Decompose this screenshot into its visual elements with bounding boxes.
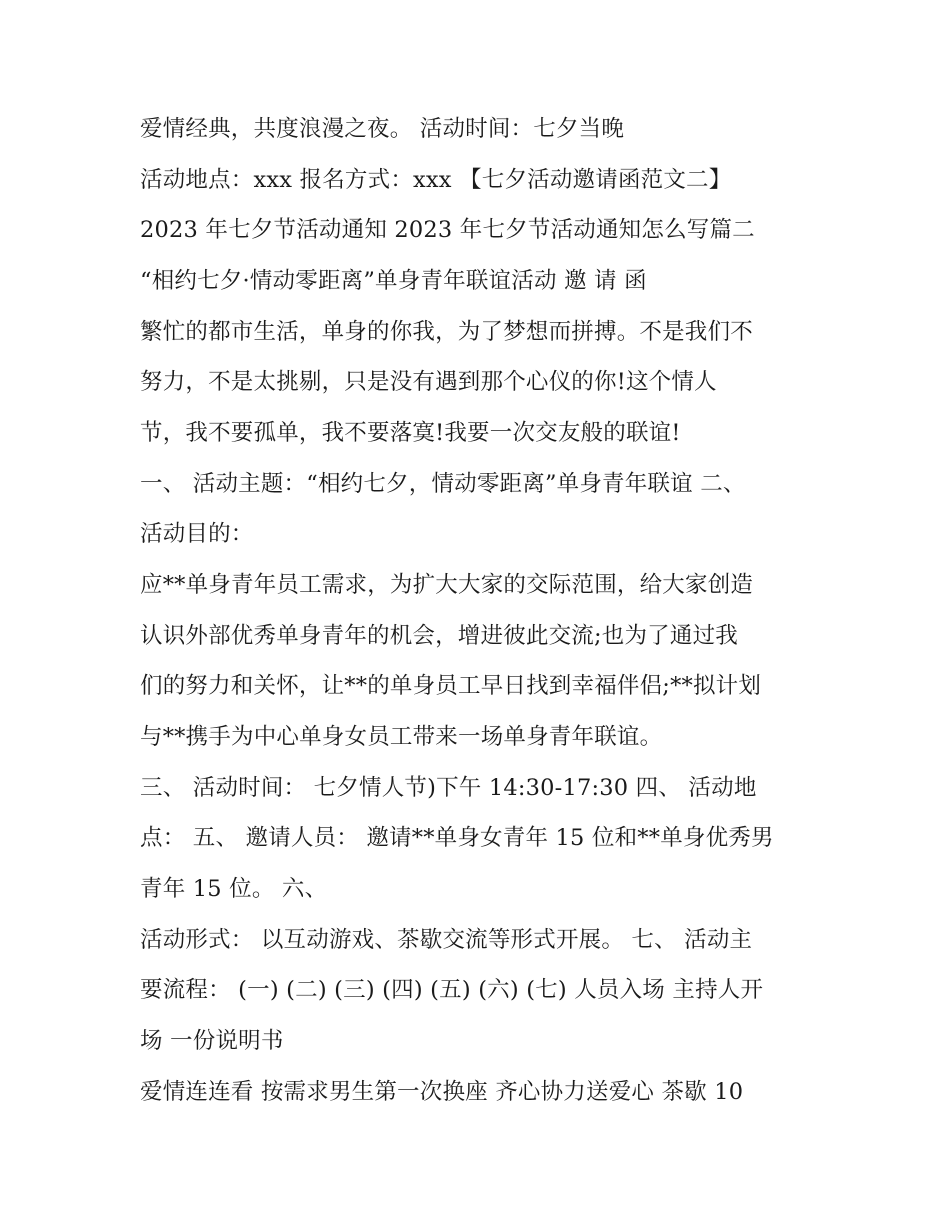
text-line: 爱情连连看 按需求男生第一次换座 齐心协力送爱心 茶歇 10	[140, 1079, 744, 1105]
text-line: 应**单身青年员工需求，为扩大大家的交际范围，给大家创造	[140, 572, 754, 598]
text-line: 场 一份说明书	[140, 1028, 284, 1054]
text-line: 一、 活动主题：“相约七夕，情动零距离”单身青年联谊 二、	[140, 471, 746, 497]
text-line: 努力，不是太挑剔，只是没有遇到那个心仪的你!这个情人	[140, 369, 717, 395]
text-line: 与**携手为中心单身女员工带来一场单身青年联谊。	[140, 724, 663, 750]
text-line: 青年 15 位。 六、	[140, 876, 328, 902]
text-line: 要流程： (一) (二) (三) (四) (五) (六) (七) 人员入场 主持人开	[140, 977, 764, 1003]
text-line: 2023 年七夕节活动通知 2023 年七夕节活动通知怎么写篇二	[140, 217, 755, 243]
text-line: “相约七夕·情动零距离”单身青年联谊活动 邀 请 函	[140, 268, 647, 294]
text-line: 点： 五、 邀请人员： 邀请**单身女青年 15 位和**单身优秀男	[140, 825, 774, 851]
text-line: 三、 活动时间： 七夕情人节)下午 14:30-17:30 四、 活动地	[140, 775, 757, 801]
text-line: 们的努力和关怀，让**的单身员工早日找到幸福伴侣;**拟计划	[140, 673, 762, 699]
text-line: 爱情经典，共度浪漫之夜。 活动时间：七夕当晚	[140, 116, 625, 142]
text-line: 活动形式： 以互动游戏、茶歇交流等形式开展。 七、 活动主	[140, 927, 753, 953]
text-line: 繁忙的都市生活，单身的你我，为了梦想而拼搏。不是我们不	[140, 319, 753, 345]
text-line: 认识外部优秀单身青年的机会，增进彼此交流;也为了通过我	[140, 623, 738, 649]
text-line: 活动地点：xxx 报名方式：xxx 【七夕活动邀请函范文二】	[140, 167, 732, 193]
text-line: 活动目的：	[140, 521, 254, 547]
text-line: 节，我不要孤单，我不要落寞!我要一次交友般的联谊!	[140, 420, 681, 446]
